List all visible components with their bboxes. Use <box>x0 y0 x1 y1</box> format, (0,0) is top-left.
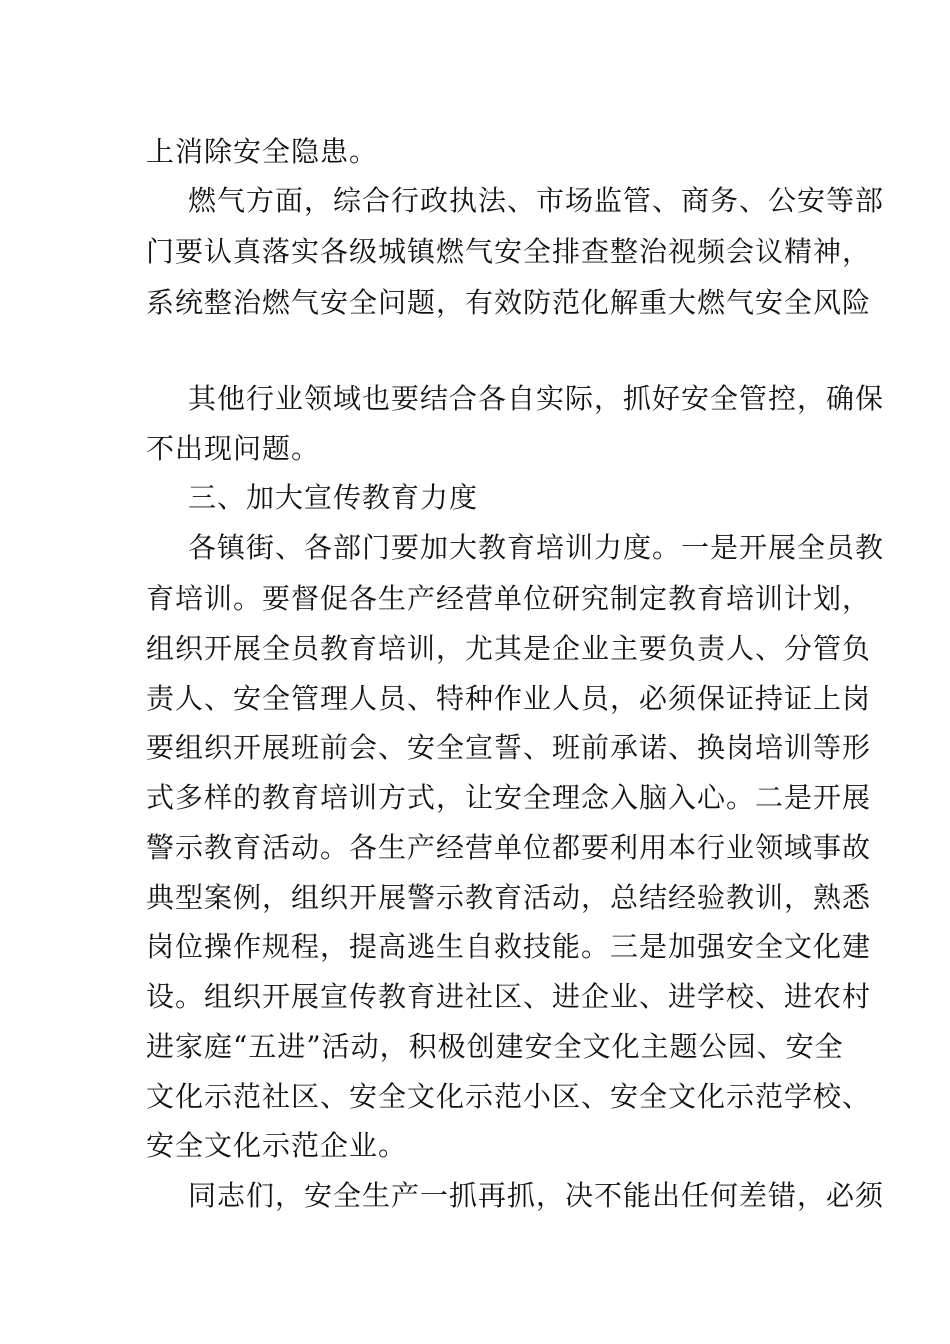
section-heading: 三、加大宣传教育力度 <box>188 481 479 514</box>
text-line: 式多样的教育培训方式，让安全理念入脑入心。二是开展 <box>146 781 872 814</box>
text-line: 各镇街、各部门要加大教育培训力度。一是开展全员教 <box>188 531 885 564</box>
text-line: 警示教育活动。各生产经营单位都要利用本行业领域事故 <box>146 831 872 864</box>
text-line: 岗位操作规程，提高逃生自救技能。三是加强安全文化建 <box>146 930 872 963</box>
text-line: 要组织开展班前会、安全宣誓、班前承诺、换岗培训等形 <box>146 731 872 764</box>
text-line: 门要认真落实各级城镇燃气安全排查整治视频会议精神， <box>146 235 872 268</box>
text-line: 进家庭“五进”活动，积极创建安全文化主题公园、安全 <box>146 1030 844 1063</box>
text-line: 燃气方面，综合行政执法、市场监管、商务、公安等部 <box>188 184 885 217</box>
text-line: 典型案例，组织开展警示教育活动，总结经验教训，熟悉 <box>146 881 872 914</box>
text-line: 组织开展全员教育培训，尤其是企业主要负责人、分管负 <box>146 632 872 665</box>
text-line: 安全文化示范企业。 <box>146 1129 408 1162</box>
text-line: 责人、安全管理人员、特种作业人员，必须保证持证上岗 <box>146 682 872 715</box>
text-line: 系统整治燃气安全问题，有效防范化解重大燃气安全风险 <box>146 286 872 319</box>
text-line: 其他行业领域也要结合各自实际，抓好安全管控，确保 <box>188 382 885 415</box>
text-line: 不出现问题。 <box>146 432 321 465</box>
text-line: 育培训。要督促各生产经营单位研究制定教育培训计划， <box>146 582 872 615</box>
text-line: 同志们，安全生产一抓再抓，决不能出任何差错，必须 <box>188 1179 885 1212</box>
text-line: 设。组织开展宣传教育进社区、进企业、进学校、进农村 <box>146 980 872 1013</box>
text-line: 上消除安全隐患。 <box>146 135 379 168</box>
text-line: 文化示范社区、安全文化示范小区、安全文化示范学校、 <box>146 1080 872 1113</box>
